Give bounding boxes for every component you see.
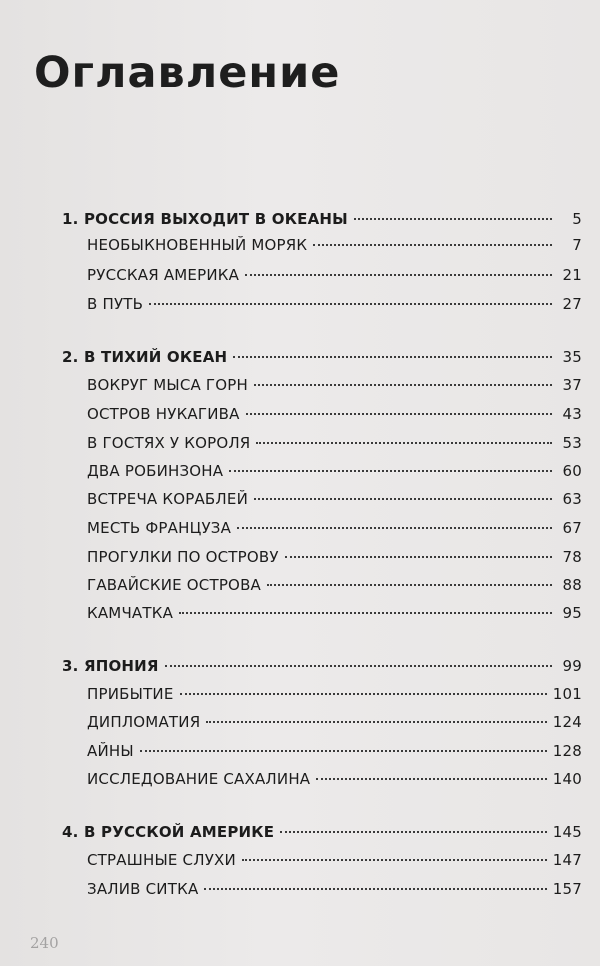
toc-section-row [87, 770, 582, 794]
toc-entry-label: ИССЛЕДОВАНИЕ САХАЛИНА [87, 770, 311, 788]
toc-section-row [87, 851, 582, 875]
toc-section-row [87, 548, 582, 572]
toc-section-row [87, 295, 582, 319]
toc-section-row [87, 880, 582, 904]
toc-entry-page: 140 [552, 770, 582, 788]
toc-entry-label: 3. ЯПОНИЯ [62, 657, 159, 675]
dot-leader [254, 384, 552, 386]
toc-entry-label: ВОКРУГ МЫСА ГОРН [87, 376, 249, 394]
dot-leader [204, 888, 546, 890]
toc-section-row [87, 490, 582, 514]
toc-section-row [87, 266, 582, 290]
dot-leader [316, 778, 547, 780]
toc-entry-page: 145 [552, 823, 582, 841]
toc-entry-page: 60 [562, 462, 582, 480]
toc-entry-page: 53 [562, 434, 582, 452]
dot-leader [149, 303, 552, 305]
toc-entry-label: НЕОБЫКНОВЕННЫЙ МОРЯК [87, 236, 308, 254]
dot-leader [229, 470, 552, 472]
dot-leader [233, 356, 552, 358]
toc-entry-page: 95 [562, 604, 582, 622]
toc-entry-page: 27 [562, 295, 582, 313]
toc-section-row [87, 576, 582, 600]
toc-entry-label: ОСТРОВ НУКАГИВА [87, 405, 240, 423]
toc-section-row [87, 462, 582, 486]
toc-section-row [87, 713, 582, 737]
toc-entry-page: 43 [562, 405, 582, 423]
toc-chapter-row [62, 210, 582, 234]
toc-entry-page: 21 [562, 266, 582, 284]
page-number: 240 [30, 934, 59, 952]
toc-section-row [87, 519, 582, 543]
toc-entry-label: ПРОГУЛКИ ПО ОСТРОВУ [87, 548, 279, 566]
toc-entry-label: ДВА РОБИНЗОНА [87, 462, 224, 480]
toc-entry-page: 128 [552, 742, 582, 760]
toc-entry-label: ГАВАЙСКИЕ ОСТРОВА [87, 576, 262, 594]
toc-entry-label: 2. В ТИХИЙ ОКЕАН [62, 348, 228, 366]
toc-entry-page: 78 [562, 548, 582, 566]
dot-leader [165, 665, 552, 667]
toc-entry-label: КАМЧАТКА [87, 604, 174, 622]
toc-section-row [87, 376, 582, 400]
dot-leader [313, 244, 552, 246]
dot-leader [237, 527, 552, 529]
dot-leader [354, 218, 552, 220]
toc-entry-label: ДИПЛОМАТИЯ [87, 713, 201, 731]
toc-entry-label: ЗАЛИВ СИТКА [87, 880, 199, 898]
dot-leader [245, 274, 552, 276]
toc-chapter-row [62, 657, 582, 681]
toc-entry-label: АЙНЫ [87, 742, 134, 760]
toc-entry-label: 1. РОССИЯ ВЫХОДИТ В ОКЕАНЫ [62, 210, 348, 228]
dot-leader [246, 413, 552, 415]
toc-entry-page: 157 [552, 880, 582, 898]
toc-entry-page: 88 [562, 576, 582, 594]
toc-entry-label: ВСТРЕЧА КОРАБЛЕЙ [87, 490, 248, 508]
dot-leader [206, 721, 546, 723]
dot-leader [256, 442, 552, 444]
toc-section-row [87, 236, 582, 260]
toc-entry-label: РУССКАЯ АМЕРИКА [87, 266, 240, 284]
toc-section-row [87, 685, 582, 709]
toc-entry-label: В ГОСТЯХ У КОРОЛЯ [87, 434, 251, 452]
dot-leader [267, 584, 552, 586]
toc-chapter-row [62, 348, 582, 372]
toc-entry-page: 35 [562, 348, 582, 366]
dot-leader [254, 498, 552, 500]
toc-entry-page: 124 [552, 713, 582, 731]
toc-entry-label: СТРАШНЫЕ СЛУХИ [87, 851, 236, 869]
toc-section-row [87, 604, 582, 628]
page-title: Оглавление [34, 48, 341, 98]
dot-leader [140, 750, 547, 752]
dot-leader [179, 612, 552, 614]
toc-section-row [87, 742, 582, 766]
toc-entry-label: В ПУТЬ [87, 295, 144, 313]
toc-entry-page: 63 [562, 490, 582, 508]
toc-entry-page: 101 [552, 685, 582, 703]
dot-leader [180, 693, 547, 695]
toc-section-row [87, 434, 582, 458]
toc-entry-page: 67 [562, 519, 582, 537]
toc-entry-page: 5 [572, 210, 582, 228]
dot-leader [242, 859, 547, 861]
toc-entry-page: 37 [562, 376, 582, 394]
toc-section-row [87, 405, 582, 429]
toc-entry-page: 147 [552, 851, 582, 869]
toc-entry-page: 99 [562, 657, 582, 675]
toc-chapter-row [62, 823, 582, 847]
toc-entry-label: МЕСТЬ ФРАНЦУЗА [87, 519, 232, 537]
toc-entry-label: 4. В РУССКОЙ АМЕРИКЕ [62, 823, 275, 841]
dot-leader [280, 831, 547, 833]
toc-entry-page: 7 [572, 236, 582, 254]
toc-entry-label: ПРИБЫТИЕ [87, 685, 174, 703]
dot-leader [285, 556, 552, 558]
